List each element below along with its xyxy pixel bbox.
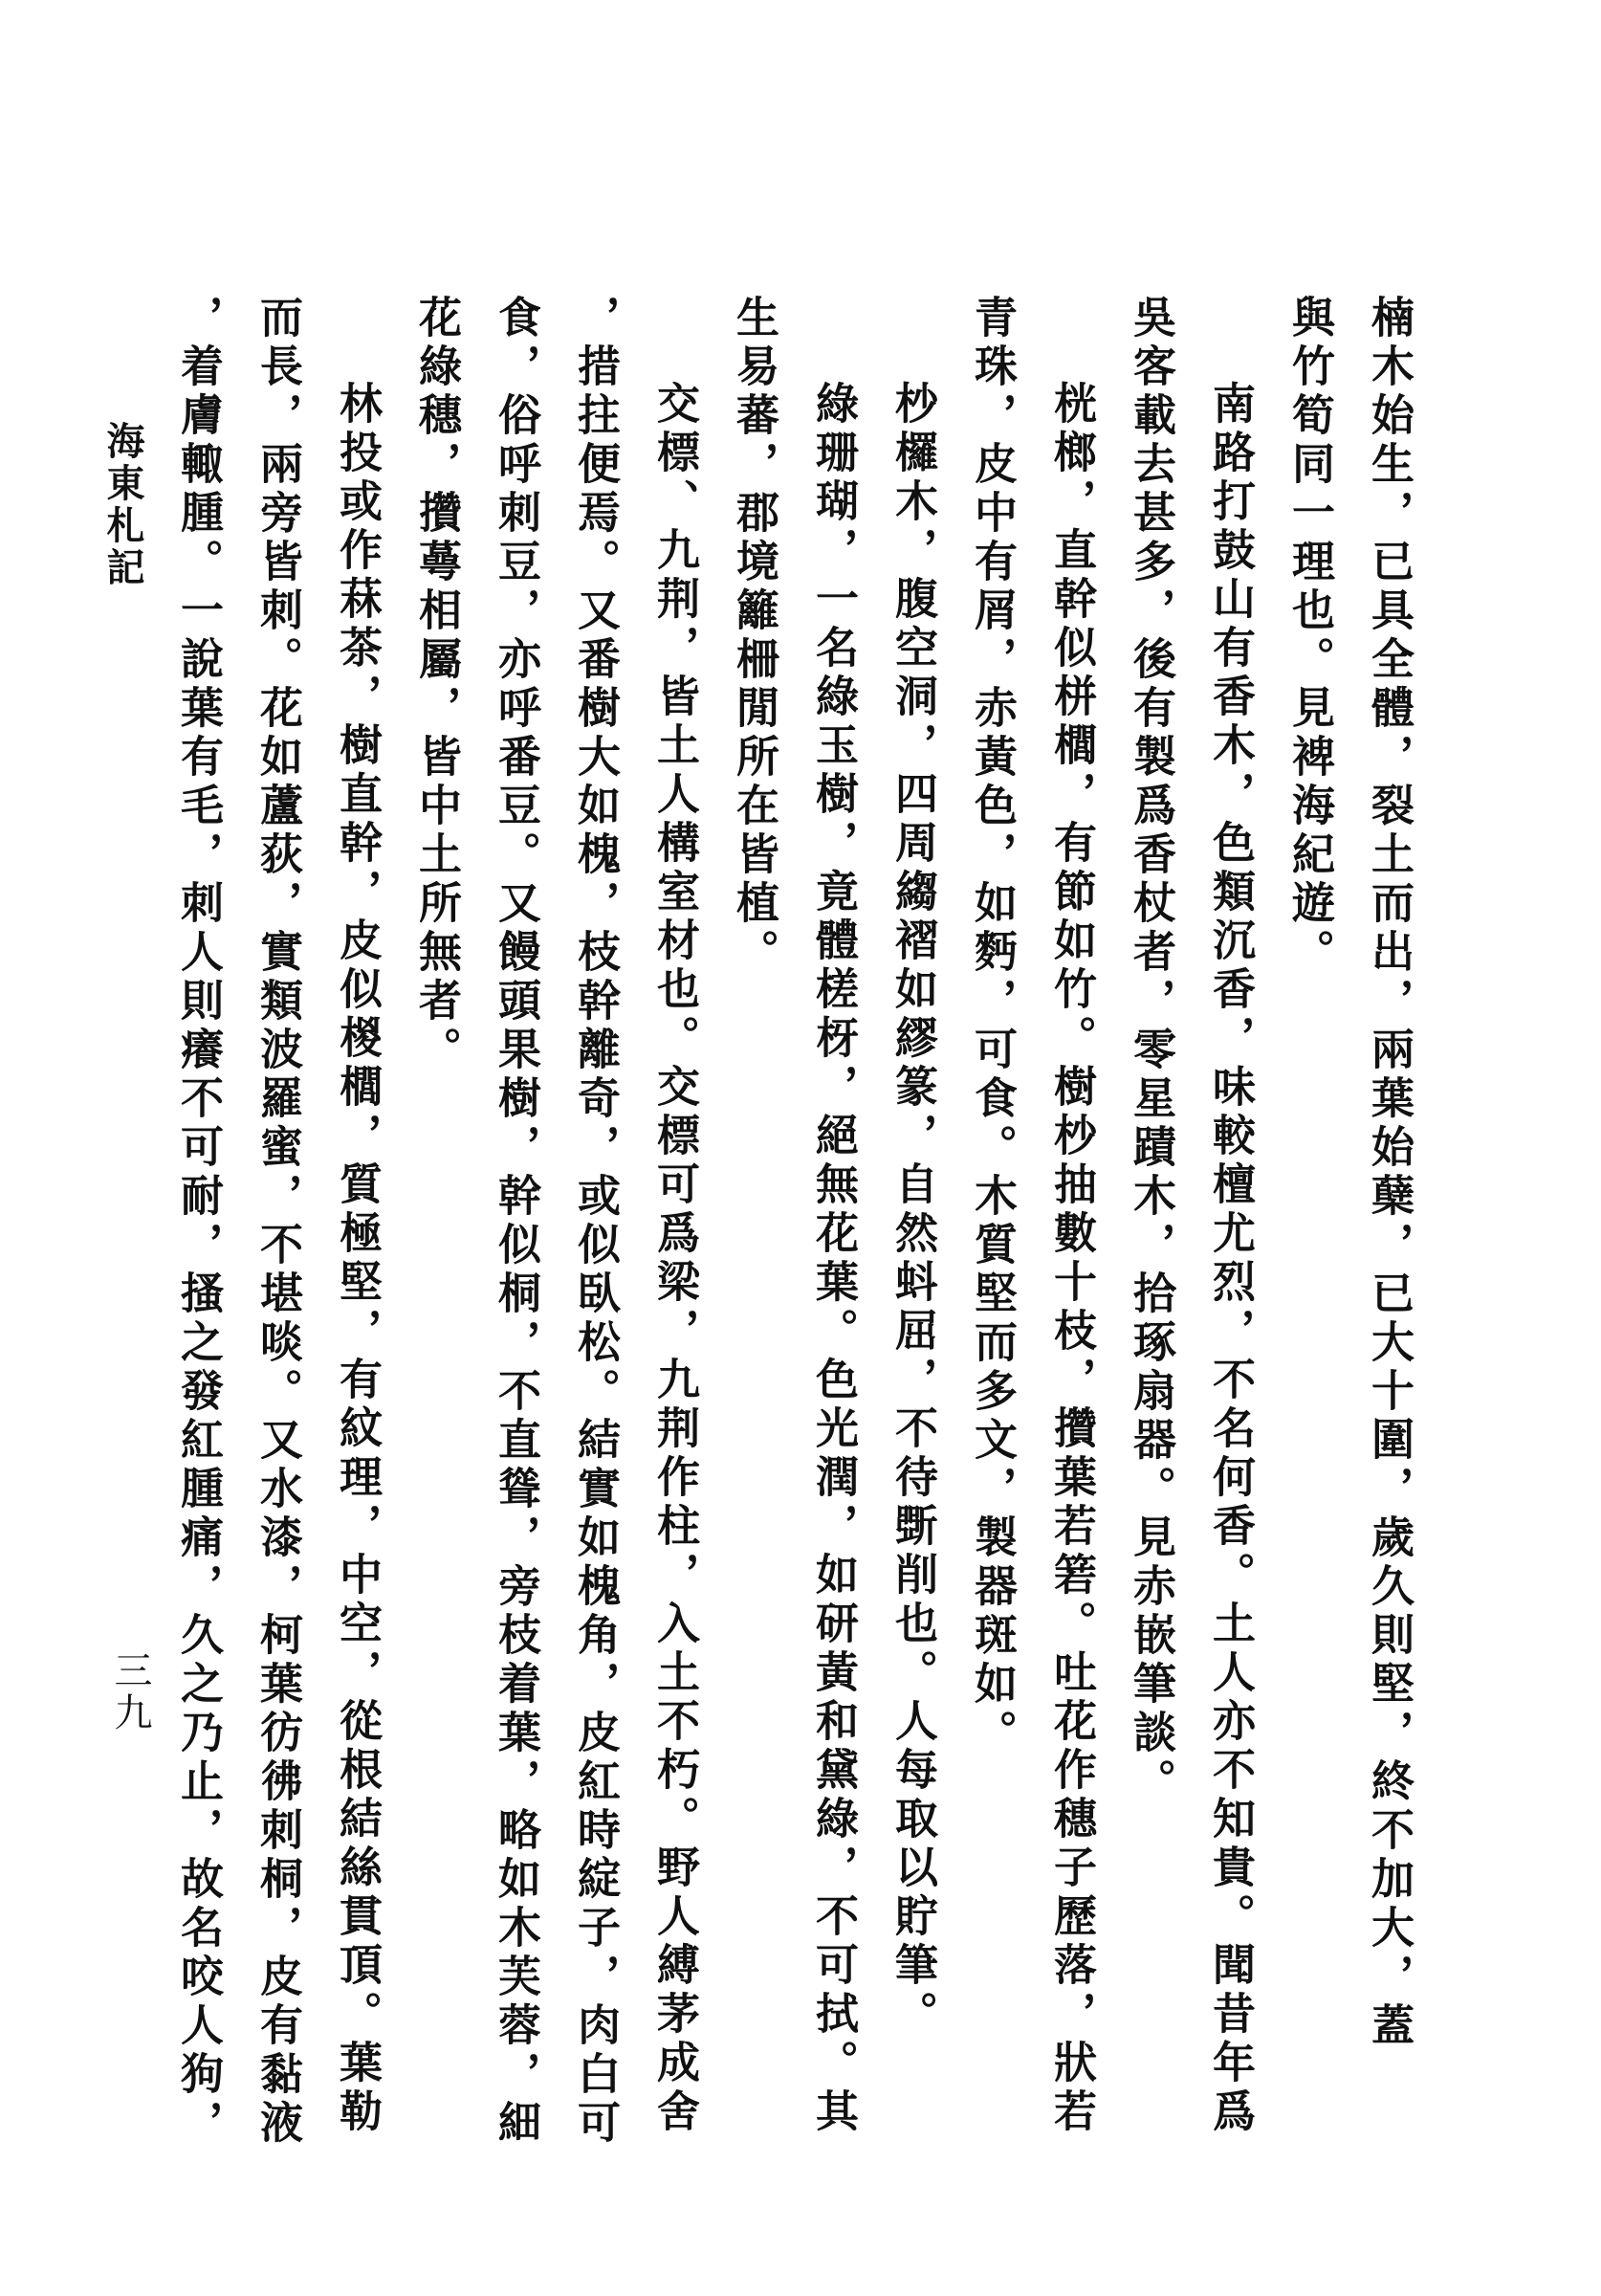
text-column: 楠木始生，已具全體，裂土而出，兩葉始蘖，已大十圍，歲久則堅，終不加大，蓋 [1364, 295, 1415, 2051]
text-column: 綠珊瑚，一名綠玉樹，竟體槎枒，絕無花葉。色光潤，如研黃和黛綠，不可拭。其 [808, 381, 859, 2137]
page-number: 三九 [108, 1650, 152, 1734]
text-column: ，措拄便焉。又番樹大如槐，枝幹離奇，或似臥松。結實如槐角，皮紅時綻子，肉白可 [570, 295, 621, 2149]
text-column: 花綠穗，攢蕚相屬，皆中土所無者。 [411, 295, 462, 1075]
text-column: 南路打鼓山有香木，色類沉香，味較檀尤烈，不名何香。土人亦不知貴。聞昔年爲 [1205, 381, 1256, 2137]
text-column: 吳客載去甚多，後有製爲香杖者，零星蹟木，拾琢扇器。見赤嵌筆談。 [1126, 295, 1176, 1807]
text-column: 林投或作菻茶，樹直幹，皮似椶櫚，質極堅，有紋理，中空，從根結絲貫頂。葉勒 [332, 381, 383, 2137]
text-column: 而長，兩旁皆刺。花如蘆荻，實類波羅蜜，不堪啖。又水漆，柯葉彷彿刺桐，皮有黏液 [252, 295, 303, 2149]
text-column: 生易蕃，郡境籬柵閒所在皆植。 [729, 295, 779, 978]
text-column: 青珠，皮中有屑，赤黃色，如麪，可食。木質堅而多文，製器斑如。 [967, 295, 1018, 1758]
vertical-text-body [159, 295, 1429, 2198]
text-column: 桄榔，直幹似栟櫚，有節如竹。樹杪抽數十枝，攢葉若箬。吐花作穗子歷落，狀若 [1046, 381, 1097, 2137]
text-column: 杪欏木，腹空洞，四周縐褶如繆篆，自然蚪屈，不待斲削也。人每取以貯筆。 [888, 381, 938, 2040]
text-column: ，着膚輙腫。一說葉有毛，刺人則癢不可耐，搔之發紅腫痛，久之乃止，故名咬人狗， [173, 295, 224, 2149]
text-column: 交標、九荆，皆土人構室材也。交標可爲梁，九荆作柱，入土不朽。野人縛茅成舍 [649, 381, 700, 2137]
text-column: 食，俗呼刺豆，亦呼番豆。又饅頭果樹，幹似桐，不直聳，旁枝着葉，略如木芙蓉，細 [491, 295, 541, 2149]
running-head-title: 海東札記 [100, 421, 145, 589]
text-column: 與竹筍同一理也。見裨海紀遊。 [1284, 295, 1335, 978]
